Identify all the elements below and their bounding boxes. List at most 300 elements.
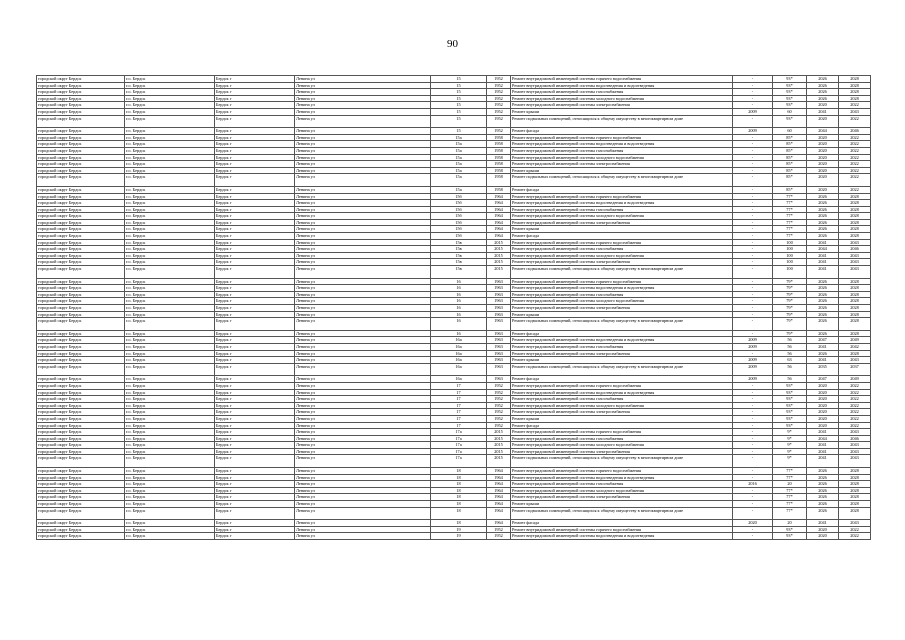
settlement-cell: г.о. Бердск (125, 350, 215, 357)
start-year-cell: 2020 (807, 167, 839, 174)
work-cell: Ремонт внутридомовой инженерной системы газоснабжения (511, 147, 733, 154)
street-cell: Ленина ул (295, 305, 431, 312)
wear-cell: 93* (773, 396, 807, 403)
settlement-cell: г.о. Бердск (125, 266, 215, 279)
year-cell: 1964 (487, 200, 511, 207)
end-year-cell: 2043 (839, 108, 871, 115)
end-year-cell: 2028 (839, 507, 871, 520)
plan-year-cell: - (733, 455, 773, 468)
house-cell: 16а (431, 343, 487, 350)
year-cell: 2015 (487, 442, 511, 449)
start-year-cell: 2026 (807, 193, 839, 200)
plan-year-cell: - (733, 402, 773, 409)
settlement-cell: г.о. Бердск (125, 429, 215, 436)
end-year-cell: 2028 (839, 494, 871, 501)
work-cell: Ремонт внутридомовой инженерной системы водоотведения и водоотведения (511, 285, 733, 292)
street-cell: Ленина ул (295, 246, 431, 253)
wear-cell: 85* (773, 141, 807, 148)
street-cell: Ленина ул (295, 291, 431, 298)
district-cell: городской округ Бердск (37, 382, 125, 389)
house-cell: 16 (431, 285, 487, 292)
house-cell: 15б (431, 213, 487, 220)
locality-cell: Бердск г (215, 429, 295, 436)
year-cell: 1958 (487, 154, 511, 161)
settlement-cell: г.о. Бердск (125, 298, 215, 305)
year-cell: 1958 (487, 147, 511, 154)
year-cell: 1964 (487, 468, 511, 475)
settlement-cell: г.о. Бердск (125, 278, 215, 285)
house-cell: 18 (431, 501, 487, 508)
locality-cell: Бердск г (215, 318, 295, 331)
start-year-cell: 2041 (807, 239, 839, 246)
settlement-cell: г.о. Бердск (125, 226, 215, 233)
start-year-cell: 2020 (807, 134, 839, 141)
table-row (37, 330, 871, 337)
year-cell: 1963 (487, 330, 511, 337)
year-cell: 2015 (487, 259, 511, 266)
table-row (37, 396, 871, 403)
house-cell: 15 (431, 128, 487, 135)
plan-year-cell: - (733, 233, 773, 240)
wear-cell: 100 (773, 259, 807, 266)
start-year-cell: 2026 (807, 278, 839, 285)
locality-cell: Бердск г (215, 246, 295, 253)
settlement-cell: г.о. Бердск (125, 474, 215, 481)
plan-year-cell: - (733, 533, 773, 540)
district-cell: городской округ Бердск (37, 108, 125, 115)
locality-cell: Бердск г (215, 174, 295, 187)
street-cell: Ленина ул (295, 442, 431, 449)
plan-year-cell: - (733, 89, 773, 96)
work-cell: Ремонт внутридомовой инженерной системы холодного водоснабжения (511, 298, 733, 305)
end-year-cell: 2046 (839, 246, 871, 253)
wear-cell: 79* (773, 318, 807, 331)
locality-cell: Бердск г (215, 501, 295, 508)
work-cell: Ремонт фасада (511, 376, 733, 383)
house-cell: 16 (431, 278, 487, 285)
wear-cell: 9* (773, 429, 807, 436)
plan-year-cell: - (733, 382, 773, 389)
year-cell: 1952 (487, 102, 511, 109)
locality-cell: Бердск г (215, 520, 295, 527)
locality-cell: Бердск г (215, 233, 295, 240)
work-cell: Ремонт внутридомовой инженерной системы водоотведения и водоотведения (511, 533, 733, 540)
year-cell: 2015 (487, 252, 511, 259)
house-cell: 15в (431, 252, 487, 259)
end-year-cell: 2028 (839, 311, 871, 318)
year-cell: 2015 (487, 239, 511, 246)
table-row (37, 311, 871, 318)
house-cell: 15 (431, 95, 487, 102)
street-cell: Ленина ул (295, 285, 431, 292)
start-year-cell: 2020 (807, 141, 839, 148)
start-year-cell: 2020 (807, 161, 839, 168)
wear-cell: 77* (773, 193, 807, 200)
year-cell: 1952 (487, 89, 511, 96)
work-cell: Ремонт фасада (511, 186, 733, 193)
settlement-cell: г.о. Бердск (125, 193, 215, 200)
district-cell: городской округ Бердск (37, 350, 125, 357)
house-cell: 16а (431, 363, 487, 376)
end-year-cell: 2028 (839, 76, 871, 83)
locality-cell: Бердск г (215, 533, 295, 540)
plan-year-cell: - (733, 389, 773, 396)
work-cell: Ремонт подвальных помещений, относящихся к общему имуществу в многоквартирном доме (511, 266, 733, 279)
district-cell: городской округ Бердск (37, 213, 125, 220)
table-row (37, 141, 871, 148)
street-cell: Ленина ул (295, 134, 431, 141)
wear-cell: 93* (773, 102, 807, 109)
plan-year-cell: - (733, 213, 773, 220)
wear-cell: 93* (773, 422, 807, 429)
house-cell: 15б (431, 233, 487, 240)
settlement-cell: г.о. Бердск (125, 161, 215, 168)
plan-year-cell: - (733, 526, 773, 533)
settlement-cell: г.о. Бердск (125, 82, 215, 89)
settlement-cell: г.о. Бердск (125, 147, 215, 154)
house-cell: 15а (431, 167, 487, 174)
start-year-cell: 2041 (807, 357, 839, 364)
street-cell: Ленина ул (295, 330, 431, 337)
table-row (37, 213, 871, 220)
settlement-cell: г.о. Бердск (125, 396, 215, 403)
street-cell: Ленина ул (295, 363, 431, 376)
settlement-cell: г.о. Бердск (125, 186, 215, 193)
house-cell: 18 (431, 468, 487, 475)
year-cell: 1963 (487, 291, 511, 298)
end-year-cell: 2028 (839, 278, 871, 285)
district-cell: городской округ Бердск (37, 494, 125, 501)
work-cell: Ремонт внутридомовой инженерной системы холодного водоснабжения (511, 95, 733, 102)
start-year-cell: 2020 (807, 186, 839, 193)
end-year-cell: 2043 (839, 266, 871, 279)
wear-cell: 85* (773, 186, 807, 193)
table-row (37, 167, 871, 174)
locality-cell: Бердск г (215, 266, 295, 279)
district-cell: городской округ Бердск (37, 305, 125, 312)
year-cell: 2015 (487, 246, 511, 253)
district-cell: городской округ Бердск (37, 402, 125, 409)
house-cell: 15а (431, 154, 487, 161)
house-cell: 17а (431, 429, 487, 436)
district-cell: городской округ Бердск (37, 147, 125, 154)
district-cell: городской округ Бердск (37, 422, 125, 429)
house-cell: 16а (431, 337, 487, 344)
district-cell: городской округ Бердск (37, 161, 125, 168)
house-cell: 17 (431, 389, 487, 396)
housing-repair-table (36, 75, 871, 540)
street-cell: Ленина ул (295, 278, 431, 285)
plan-year-cell: - (733, 422, 773, 429)
year-cell: 1964 (487, 481, 511, 488)
locality-cell: Бердск г (215, 108, 295, 115)
year-cell: 1958 (487, 141, 511, 148)
work-cell: Ремонт внутридомовой инженерной системы водоотведения и водоотведения (511, 141, 733, 148)
district-cell: городской округ Бердск (37, 357, 125, 364)
year-cell: 1963 (487, 363, 511, 376)
plan-year-cell: - (733, 186, 773, 193)
start-year-cell: 2026 (807, 233, 839, 240)
house-cell: 17а (431, 455, 487, 468)
locality-cell: Бердск г (215, 422, 295, 429)
locality-cell: Бердск г (215, 474, 295, 481)
street-cell: Ленина ул (295, 494, 431, 501)
locality-cell: Бердск г (215, 468, 295, 475)
work-cell: Ремонт подвальных помещений, относящихся к общему имуществу в многоквартирном доме (511, 455, 733, 468)
plan-year-cell: - (733, 350, 773, 357)
district-cell: городской округ Бердск (37, 318, 125, 331)
end-year-cell: 2022 (839, 389, 871, 396)
work-cell: Ремонт крыши (511, 311, 733, 318)
year-cell: 2015 (487, 435, 511, 442)
settlement-cell: г.о. Бердск (125, 200, 215, 207)
house-cell: 17а (431, 448, 487, 455)
settlement-cell: г.о. Бердск (125, 285, 215, 292)
plan-year-cell: - (733, 200, 773, 207)
table-row (37, 389, 871, 396)
plan-year-cell: - (733, 305, 773, 312)
wear-cell: 93* (773, 533, 807, 540)
district-cell: городской округ Бердск (37, 474, 125, 481)
plan-year-cell: 2009 (733, 343, 773, 350)
house-cell: 19 (431, 526, 487, 533)
street-cell: Ленина ул (295, 298, 431, 305)
wear-cell: 77* (773, 206, 807, 213)
district-cell: городской округ Бердск (37, 115, 125, 128)
settlement-cell: г.о. Бердск (125, 533, 215, 540)
year-cell: 1963 (487, 298, 511, 305)
plan-year-cell: - (733, 134, 773, 141)
district-cell: городской округ Бердск (37, 481, 125, 488)
district-cell: городской округ Бердск (37, 533, 125, 540)
start-year-cell: 2041 (807, 520, 839, 527)
plan-year-cell: - (733, 409, 773, 416)
start-year-cell: 2041 (807, 266, 839, 279)
settlement-cell: г.о. Бердск (125, 167, 215, 174)
work-cell: Ремонт внутридомовой инженерной системы газоснабжения (511, 343, 733, 350)
locality-cell: Бердск г (215, 128, 295, 135)
house-cell: 17а (431, 442, 487, 449)
wear-cell: 93* (773, 409, 807, 416)
table-row (37, 154, 871, 161)
year-cell: 1952 (487, 382, 511, 389)
plan-year-cell: - (733, 285, 773, 292)
locality-cell: Бердск г (215, 134, 295, 141)
work-cell: Ремонт подвальных помещений, относящихся к общему имуществу в многоквартирном доме (511, 115, 733, 128)
wear-cell: 100 (773, 252, 807, 259)
wear-cell: 79* (773, 305, 807, 312)
end-year-cell: 2046 (839, 435, 871, 442)
district-cell: городской округ Бердск (37, 259, 125, 266)
settlement-cell: г.о. Бердск (125, 337, 215, 344)
house-cell: 16 (431, 330, 487, 337)
locality-cell: Бердск г (215, 252, 295, 259)
table-row (37, 494, 871, 501)
wear-cell: 60 (773, 128, 807, 135)
work-cell: Ремонт крыши (511, 167, 733, 174)
wear-cell: 100 (773, 239, 807, 246)
plan-year-cell: 2009 (733, 363, 773, 376)
start-year-cell: 2020 (807, 415, 839, 422)
work-cell: Ремонт внутридомовой инженерной системы горячего водоснабжения (511, 429, 733, 436)
street-cell: Ленина ул (295, 108, 431, 115)
settlement-cell: г.о. Бердск (125, 376, 215, 383)
plan-year-cell: - (733, 115, 773, 128)
start-year-cell: 2044 (807, 128, 839, 135)
plan-year-cell: - (733, 442, 773, 449)
street-cell: Ленина ул (295, 455, 431, 468)
house-cell: 17 (431, 415, 487, 422)
table-row (37, 82, 871, 89)
start-year-cell: 2020 (807, 422, 839, 429)
work-cell: Ремонт фасада (511, 233, 733, 240)
street-cell: Ленина ул (295, 415, 431, 422)
start-year-cell: 2026 (807, 318, 839, 331)
wear-cell: 77* (773, 200, 807, 207)
work-cell: Ремонт внутридомовой инженерной системы горячего водоснабжения (511, 134, 733, 141)
end-year-cell: 2043 (839, 448, 871, 455)
table-row (37, 128, 871, 135)
settlement-cell: г.о. Бердск (125, 154, 215, 161)
settlement-cell: г.о. Бердск (125, 102, 215, 109)
house-cell: 16а (431, 376, 487, 383)
plan-year-cell: - (733, 226, 773, 233)
street-cell: Ленина ул (295, 226, 431, 233)
locality-cell: Бердск г (215, 193, 295, 200)
end-year-cell: 2022 (839, 115, 871, 128)
district-cell: городской округ Бердск (37, 330, 125, 337)
wear-cell: 85* (773, 154, 807, 161)
wear-cell: 77* (773, 468, 807, 475)
locality-cell: Бердск г (215, 343, 295, 350)
street-cell: Ленина ул (295, 435, 431, 442)
settlement-cell: г.о. Бердск (125, 89, 215, 96)
settlement-cell: г.о. Бердск (125, 402, 215, 409)
start-year-cell: 2035 (807, 363, 839, 376)
locality-cell: Бердск г (215, 89, 295, 96)
locality-cell: Бердск г (215, 435, 295, 442)
end-year-cell: 2028 (839, 330, 871, 337)
street-cell: Ленина ул (295, 213, 431, 220)
wear-cell: 85* (773, 147, 807, 154)
wear-cell: 85* (773, 167, 807, 174)
plan-year-cell: - (733, 154, 773, 161)
locality-cell: Бердск г (215, 481, 295, 488)
house-cell: 15а (431, 141, 487, 148)
table-row (37, 501, 871, 508)
house-cell: 18 (431, 520, 487, 527)
end-year-cell: 2049 (839, 337, 871, 344)
plan-year-cell: 2009 (733, 108, 773, 115)
work-cell: Ремонт внутридомовой инженерной системы газоснабжения (511, 206, 733, 213)
plan-year-cell: 2020 (733, 520, 773, 527)
street-cell: Ленина ул (295, 468, 431, 475)
wear-cell: 77* (773, 501, 807, 508)
wear-cell: 9* (773, 442, 807, 449)
end-year-cell: 2022 (839, 382, 871, 389)
street-cell: Ленина ул (295, 533, 431, 540)
table-row (37, 402, 871, 409)
street-cell: Ленина ул (295, 422, 431, 429)
table-row (37, 318, 871, 331)
work-cell: Ремонт внутридомовой инженерной системы водоотведения и водоотведения (511, 82, 733, 89)
work-cell: Ремонт внутридомовой инженерной системы горячего водоснабжения (511, 76, 733, 83)
district-cell: городской округ Бердск (37, 343, 125, 350)
end-year-cell: 2028 (839, 291, 871, 298)
table-row (37, 507, 871, 520)
wear-cell: 79* (773, 278, 807, 285)
street-cell: Ленина ул (295, 219, 431, 226)
street-cell: Ленина ул (295, 115, 431, 128)
settlement-cell: г.о. Бердск (125, 363, 215, 376)
year-cell: 1964 (487, 219, 511, 226)
table-row (37, 343, 871, 350)
work-cell: Ремонт внутридомовой инженерной системы горячего водоснабжения (511, 193, 733, 200)
table-row (37, 422, 871, 429)
start-year-cell: 2041 (807, 429, 839, 436)
locality-cell: Бердск г (215, 76, 295, 83)
end-year-cell: 2022 (839, 526, 871, 533)
settlement-cell: г.о. Бердск (125, 448, 215, 455)
wear-cell: 100 (773, 246, 807, 253)
street-cell: Ленина ул (295, 200, 431, 207)
end-year-cell: 2046 (839, 128, 871, 135)
settlement-cell: г.о. Бердск (125, 435, 215, 442)
street-cell: Ленина ул (295, 193, 431, 200)
start-year-cell: 2026 (807, 350, 839, 357)
page-number: 90 (447, 38, 458, 50)
locality-cell: Бердск г (215, 147, 295, 154)
year-cell: 1952 (487, 422, 511, 429)
work-cell: Ремонт внутридомовой инженерной системы холодного водоснабжения (511, 487, 733, 494)
table-row (37, 533, 871, 540)
plan-year-cell: - (733, 147, 773, 154)
end-year-cell: 2028 (839, 82, 871, 89)
locality-cell: Бердск г (215, 507, 295, 520)
end-year-cell: 2022 (839, 409, 871, 416)
work-cell: Ремонт внутридомовой инженерной системы холодного водоснабжения (511, 154, 733, 161)
district-cell: городской округ Бердск (37, 266, 125, 279)
settlement-cell: г.о. Бердск (125, 357, 215, 364)
settlement-cell: г.о. Бердск (125, 134, 215, 141)
wear-cell: 93* (773, 382, 807, 389)
end-year-cell: 2022 (839, 167, 871, 174)
table-row (37, 298, 871, 305)
table-row (37, 200, 871, 207)
work-cell: Ремонт подвальных помещений, относящихся к общему имуществу в многоквартирном доме (511, 507, 733, 520)
start-year-cell: 2026 (807, 76, 839, 83)
settlement-cell: г.о. Бердск (125, 501, 215, 508)
work-cell: Ремонт фасада (511, 128, 733, 135)
district-cell: городской округ Бердск (37, 128, 125, 135)
year-cell: 2015 (487, 448, 511, 455)
house-cell: 15в (431, 259, 487, 266)
year-cell: 1958 (487, 134, 511, 141)
work-cell: Ремонт крыши (511, 108, 733, 115)
plan-year-cell: - (733, 298, 773, 305)
plan-year-cell: - (733, 435, 773, 442)
work-cell: Ремонт внутридомовой инженерной системы газоснабжения (511, 246, 733, 253)
start-year-cell: 2020 (807, 174, 839, 187)
locality-cell: Бердск г (215, 487, 295, 494)
year-cell: 1958 (487, 167, 511, 174)
street-cell: Ленина ул (295, 350, 431, 357)
work-cell: Ремонт крыши (511, 226, 733, 233)
house-cell: 16 (431, 305, 487, 312)
settlement-cell: г.о. Бердск (125, 115, 215, 128)
district-cell: городской округ Бердск (37, 246, 125, 253)
house-cell: 15а (431, 147, 487, 154)
